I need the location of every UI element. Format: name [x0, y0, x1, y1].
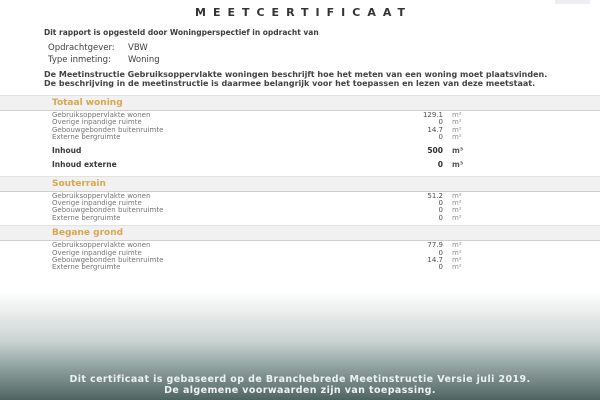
row-value: 0	[438, 133, 443, 142]
field-type-inmeting	[0, 54, 600, 66]
row-unit: m²	[452, 241, 462, 250]
row-unit: m²	[452, 206, 462, 215]
row-label: Gebruiksoppervlakte wonen	[52, 241, 151, 250]
meetinstructie-description	[0, 71, 600, 88]
row-value: 129.1	[422, 111, 443, 119]
row-unit: m²	[452, 125, 462, 134]
window-edge-artifact	[555, 0, 590, 4]
row-label: Gebouwgebonden buitenruimte	[52, 256, 164, 265]
table-row	[0, 134, 600, 141]
description-line-2: De beschrijving in de meetinstructie is daarmee belangrijk voor het toepassen en lezen van deze meetstaat.	[44, 78, 536, 88]
row-value: 77.9	[427, 241, 443, 250]
row-unit: m²	[452, 191, 462, 200]
row-label: Externe bergruimte	[52, 133, 121, 142]
row-label: Externe bergruimte	[52, 263, 121, 272]
table-row	[0, 146, 600, 156]
section-rows	[0, 192, 600, 223]
table-section	[0, 95, 600, 170]
section-header: Totaal woning	[0, 95, 600, 111]
row-unit: m²	[452, 118, 462, 127]
row-label: Gebouwgebonden buitenruimte	[52, 206, 164, 215]
footer-line-1: Dit certificaat is gebaseerd op de Branchebrede Meetinstructie Versie juli 2019.	[69, 374, 531, 385]
intro-line: Dit rapport is opgesteld door Woningperspectief in opdracht van	[44, 28, 319, 37]
table-row	[0, 215, 600, 222]
row-label: Overige inpandige ruimte	[52, 199, 142, 208]
row-label: Overige inpandige ruimte	[52, 248, 142, 257]
row-value: 0	[438, 248, 443, 257]
table-section	[0, 225, 600, 272]
row-unit: m³	[452, 145, 464, 155]
section-rows	[0, 241, 600, 272]
footer-banner	[0, 292, 600, 400]
row-unit: m²	[452, 213, 462, 222]
row-value: 0	[437, 159, 443, 169]
row-value: 51.2	[427, 191, 443, 200]
row-label: Overige inpandige ruimte	[52, 118, 142, 127]
row-value: 0	[438, 206, 443, 215]
field-value: Woning	[128, 55, 160, 65]
row-unit: m³	[452, 159, 464, 169]
row-label: Externe bergruimte	[52, 213, 121, 222]
row-unit: m²	[452, 199, 462, 208]
row-unit: m²	[452, 111, 462, 119]
row-unit: m²	[452, 256, 462, 265]
row-value: 14.7	[427, 256, 443, 265]
field-label: Type inmeting:	[48, 55, 111, 65]
client-info-block	[0, 42, 600, 66]
row-unit: m²	[452, 263, 462, 272]
row-value: 0	[438, 199, 443, 208]
row-label: Inhoud externe	[52, 159, 117, 169]
row-label: Inhoud	[52, 145, 82, 155]
section-header: Begane grond	[0, 225, 600, 241]
measurement-table	[0, 95, 600, 272]
field-opdrachtgever	[0, 42, 600, 54]
row-value: 500	[427, 145, 443, 155]
section-rows	[0, 111, 600, 170]
row-label: Gebruiksoppervlakte wonen	[52, 191, 151, 200]
field-label: Opdrachtgever:	[48, 43, 115, 53]
row-unit: m²	[452, 133, 462, 142]
field-value: VBW	[128, 43, 148, 53]
row-label: Gebruiksoppervlakte wonen	[52, 111, 151, 119]
footer-line-2: De algemene voorwaarden zijn van toepassing.	[164, 385, 436, 396]
section-header: Souterrain	[0, 176, 600, 192]
row-unit: m²	[452, 248, 462, 257]
table-section	[0, 176, 600, 223]
description-line-1: De Meetinstructie Gebruiksoppervlakte woningen beschrijft hoe het meten van een woning moet plaatsvinden.	[44, 70, 548, 79]
table-row	[0, 160, 600, 170]
table-row	[0, 264, 600, 271]
row-value: 0	[438, 118, 443, 127]
page-title: MEETCERTIFICAAT	[195, 6, 412, 19]
row-value: 0	[438, 263, 443, 272]
row-value: 0	[438, 213, 443, 222]
row-value: 14.7	[427, 125, 443, 134]
row-label: Gebouwgebonden buitenruimte	[52, 125, 164, 134]
